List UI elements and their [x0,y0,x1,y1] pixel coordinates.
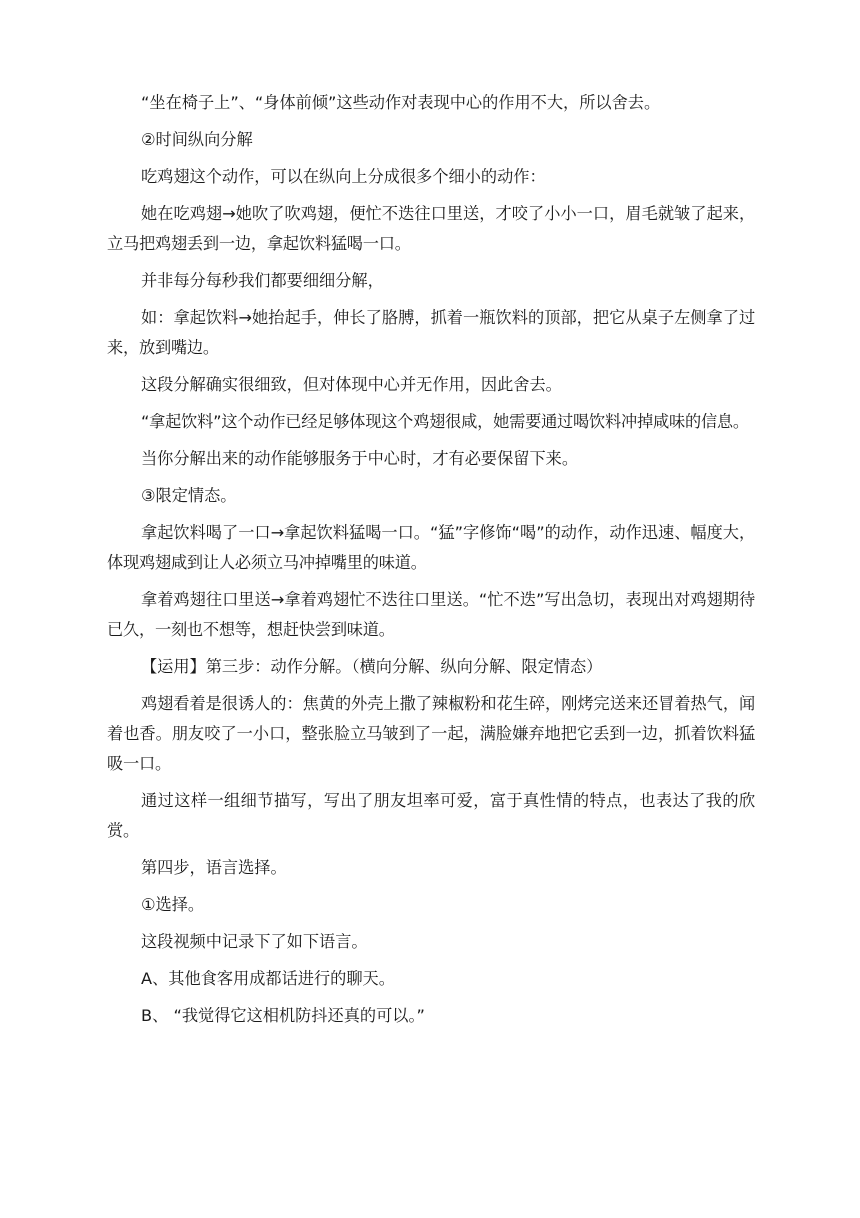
paragraph-13: 【运用】第三步：动作分解。（横向分解、纵向分解、限定情态） [141,657,603,676]
paragraph-14: 鸡翅看着是很诱人的：焦黄的外壳上撒了辣椒粉和花生碎，刚烤完送来还冒着热气，闻着也香。朋友咬了一小口，整张脸立马皱到了一起，满脸嫌弃地把它丢到一边，抓着饮料猛吸一口。 [107,694,755,773]
paragraph-8: “拿起饮料”这个动作已经足够体现这个鸡翅很咸，她需要通过喝饮料冲掉咸味的信息。 [141,412,749,431]
paragraph-12: 拿着鸡翅往口里送→拿着鸡翅忙不迭往口里送。“忙不迭”写出急切，表现出对鸡翅期待已久，一刻也不想等，想赶快尝到味道。 [107,590,755,639]
paragraph-11: 拿起饮料喝了一口→拿起饮料猛喝一口。“猛”字修饰“喝”的动作，动作迅速、幅度大，体现鸡翅咸到让人必须立马冲掉嘴里的味道。 [107,523,755,572]
paragraph-5: 并非每分每秒我们都要细细分解， [141,271,384,290]
document-page [107,88,755,1038]
paragraph-15: 通过这样一组细节描写，写出了朋友坦率可爱，富于真性情的特点，也表达了我的欣赏。 [107,791,755,840]
paragraph-19: A、其他食客用成都话进行的聊天。 [141,969,395,988]
paragraph-16: 第四步，语言选择。 [141,858,287,877]
paragraph-10: ③限定情态。 [141,486,237,505]
paragraph-20: B、 “我觉得它这相机防抖还真的可以。” [141,1006,425,1025]
paragraph-1: “坐在椅子上”、“身体前倾”这些动作对表现中心的作用不大，所以舍去。 [141,93,661,112]
paragraph-18: 这段视频中记录下了如下语言。 [141,932,368,951]
paragraph-2: ②时间纵向分解 [141,130,253,149]
paragraph-9: 当你分解出来的动作能够服务于中心时，才有必要保留下来。 [141,449,579,468]
paragraph-6: 如：拿起饮料→她抬起手，伸长了胳膊，抓着一瓶饮料的顶部，把它从桌子左侧拿了过来，放到嘴边。 [107,308,755,357]
paragraph-17: ①选择。 [141,895,205,914]
paragraph-4: 她在吃鸡翅→她吹了吹鸡翅，便忙不迭往口里送，才咬了小小一口，眉毛就皱了起来，立马把鸡翅丢到一边，拿起饮料猛喝一口。 [107,204,755,253]
paragraph-7: 这段分解确实很细致，但对体现中心并无作用，因此舍去。 [141,375,562,394]
paragraph-3: 吃鸡翅这个动作，可以在纵向上分成很多个细小的动作： [141,167,546,186]
